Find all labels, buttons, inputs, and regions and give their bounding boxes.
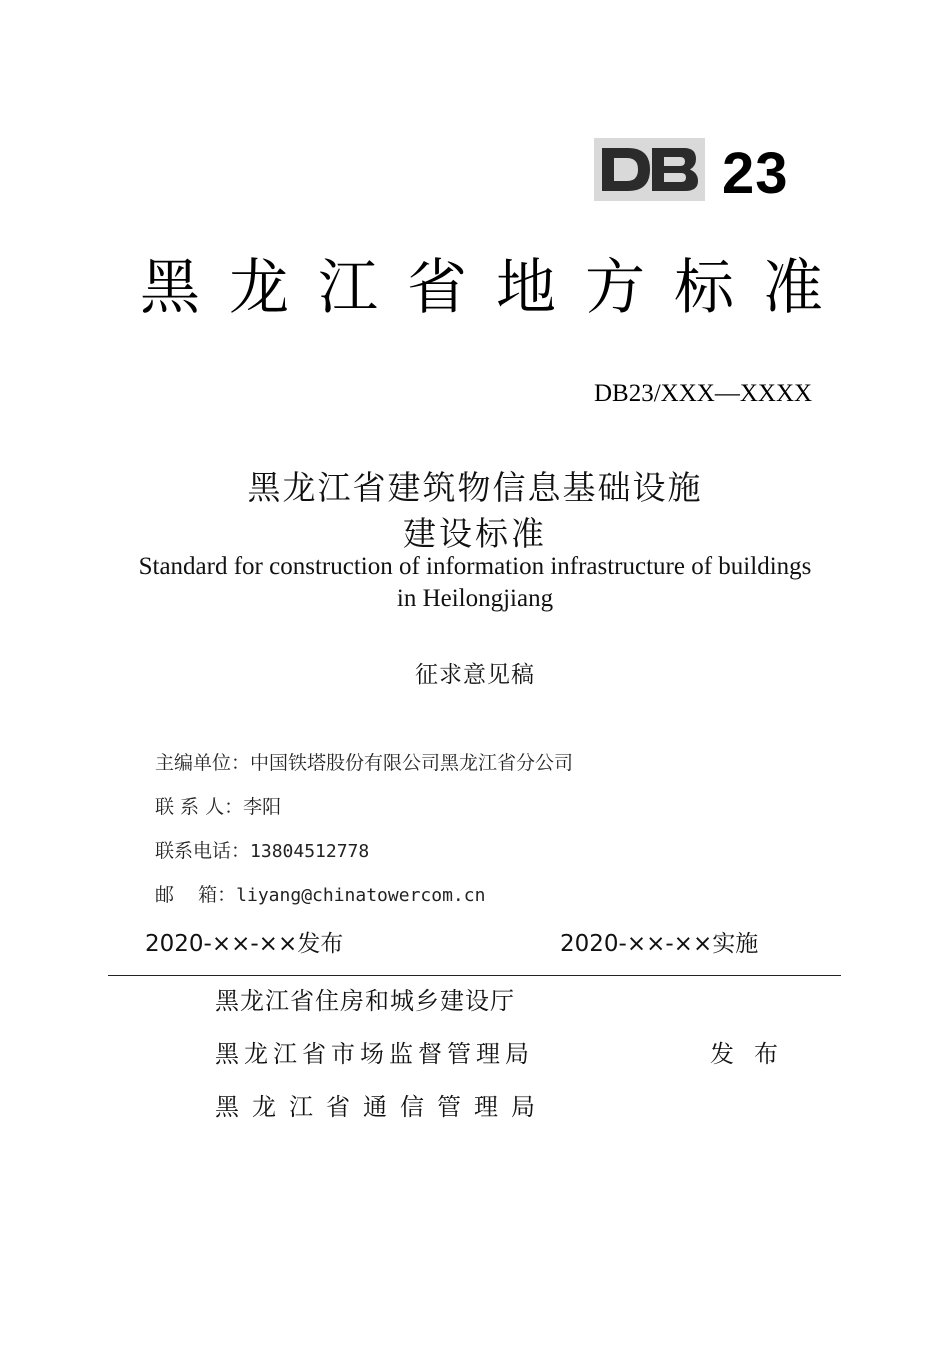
issuer-communications-administration: 黑龙江省通信管理局 [215, 1093, 548, 1121]
email-label: 邮 箱： [155, 884, 237, 906]
document-type-heading: 黑龙江省地方标准 [140, 253, 852, 323]
db-logo [594, 138, 705, 201]
issuer-market-supervision: 黑龙江省市场监督管理局 [215, 1040, 534, 1068]
phone-value: 13804512778 [250, 841, 370, 862]
info-phone-row [155, 836, 369, 863]
title-english-line-1: Standard for construction of information infrastructure of buildings [138, 553, 812, 580]
contact-value: 李阳 [243, 796, 282, 818]
title-chinese-line-2: 建设标准 [403, 514, 547, 553]
info-contact-row [155, 792, 281, 819]
editor-label: 主编单位： [155, 752, 251, 774]
divider-line [108, 975, 841, 976]
publish-date: 2020-××-××发布 [145, 931, 344, 957]
email-value: liyang@chinatowercom.cn [236, 885, 486, 906]
contact-label: 联 系 人： [155, 796, 244, 818]
effective-date: 2020-××-××实施 [560, 931, 759, 957]
region-code: 23 [722, 141, 789, 206]
info-email-row [155, 880, 485, 907]
draft-status-label: 征求意见稿 [415, 662, 535, 688]
issuer-housing-department: 黑龙江省住房和城乡建设厅 [215, 987, 515, 1015]
standard-number: DB23/XXX—XXXX [594, 380, 813, 407]
issue-label: 发布 [710, 1040, 798, 1068]
phone-label: 联系电话： [155, 840, 251, 862]
title-english-line-2: in Heilongjiang [396, 585, 554, 612]
info-editor-row [155, 748, 573, 775]
editor-value: 中国铁塔股份有限公司黑龙江省分公司 [250, 752, 574, 774]
title-chinese-line-1: 黑龙江省建筑物信息基础设施 [247, 468, 703, 507]
